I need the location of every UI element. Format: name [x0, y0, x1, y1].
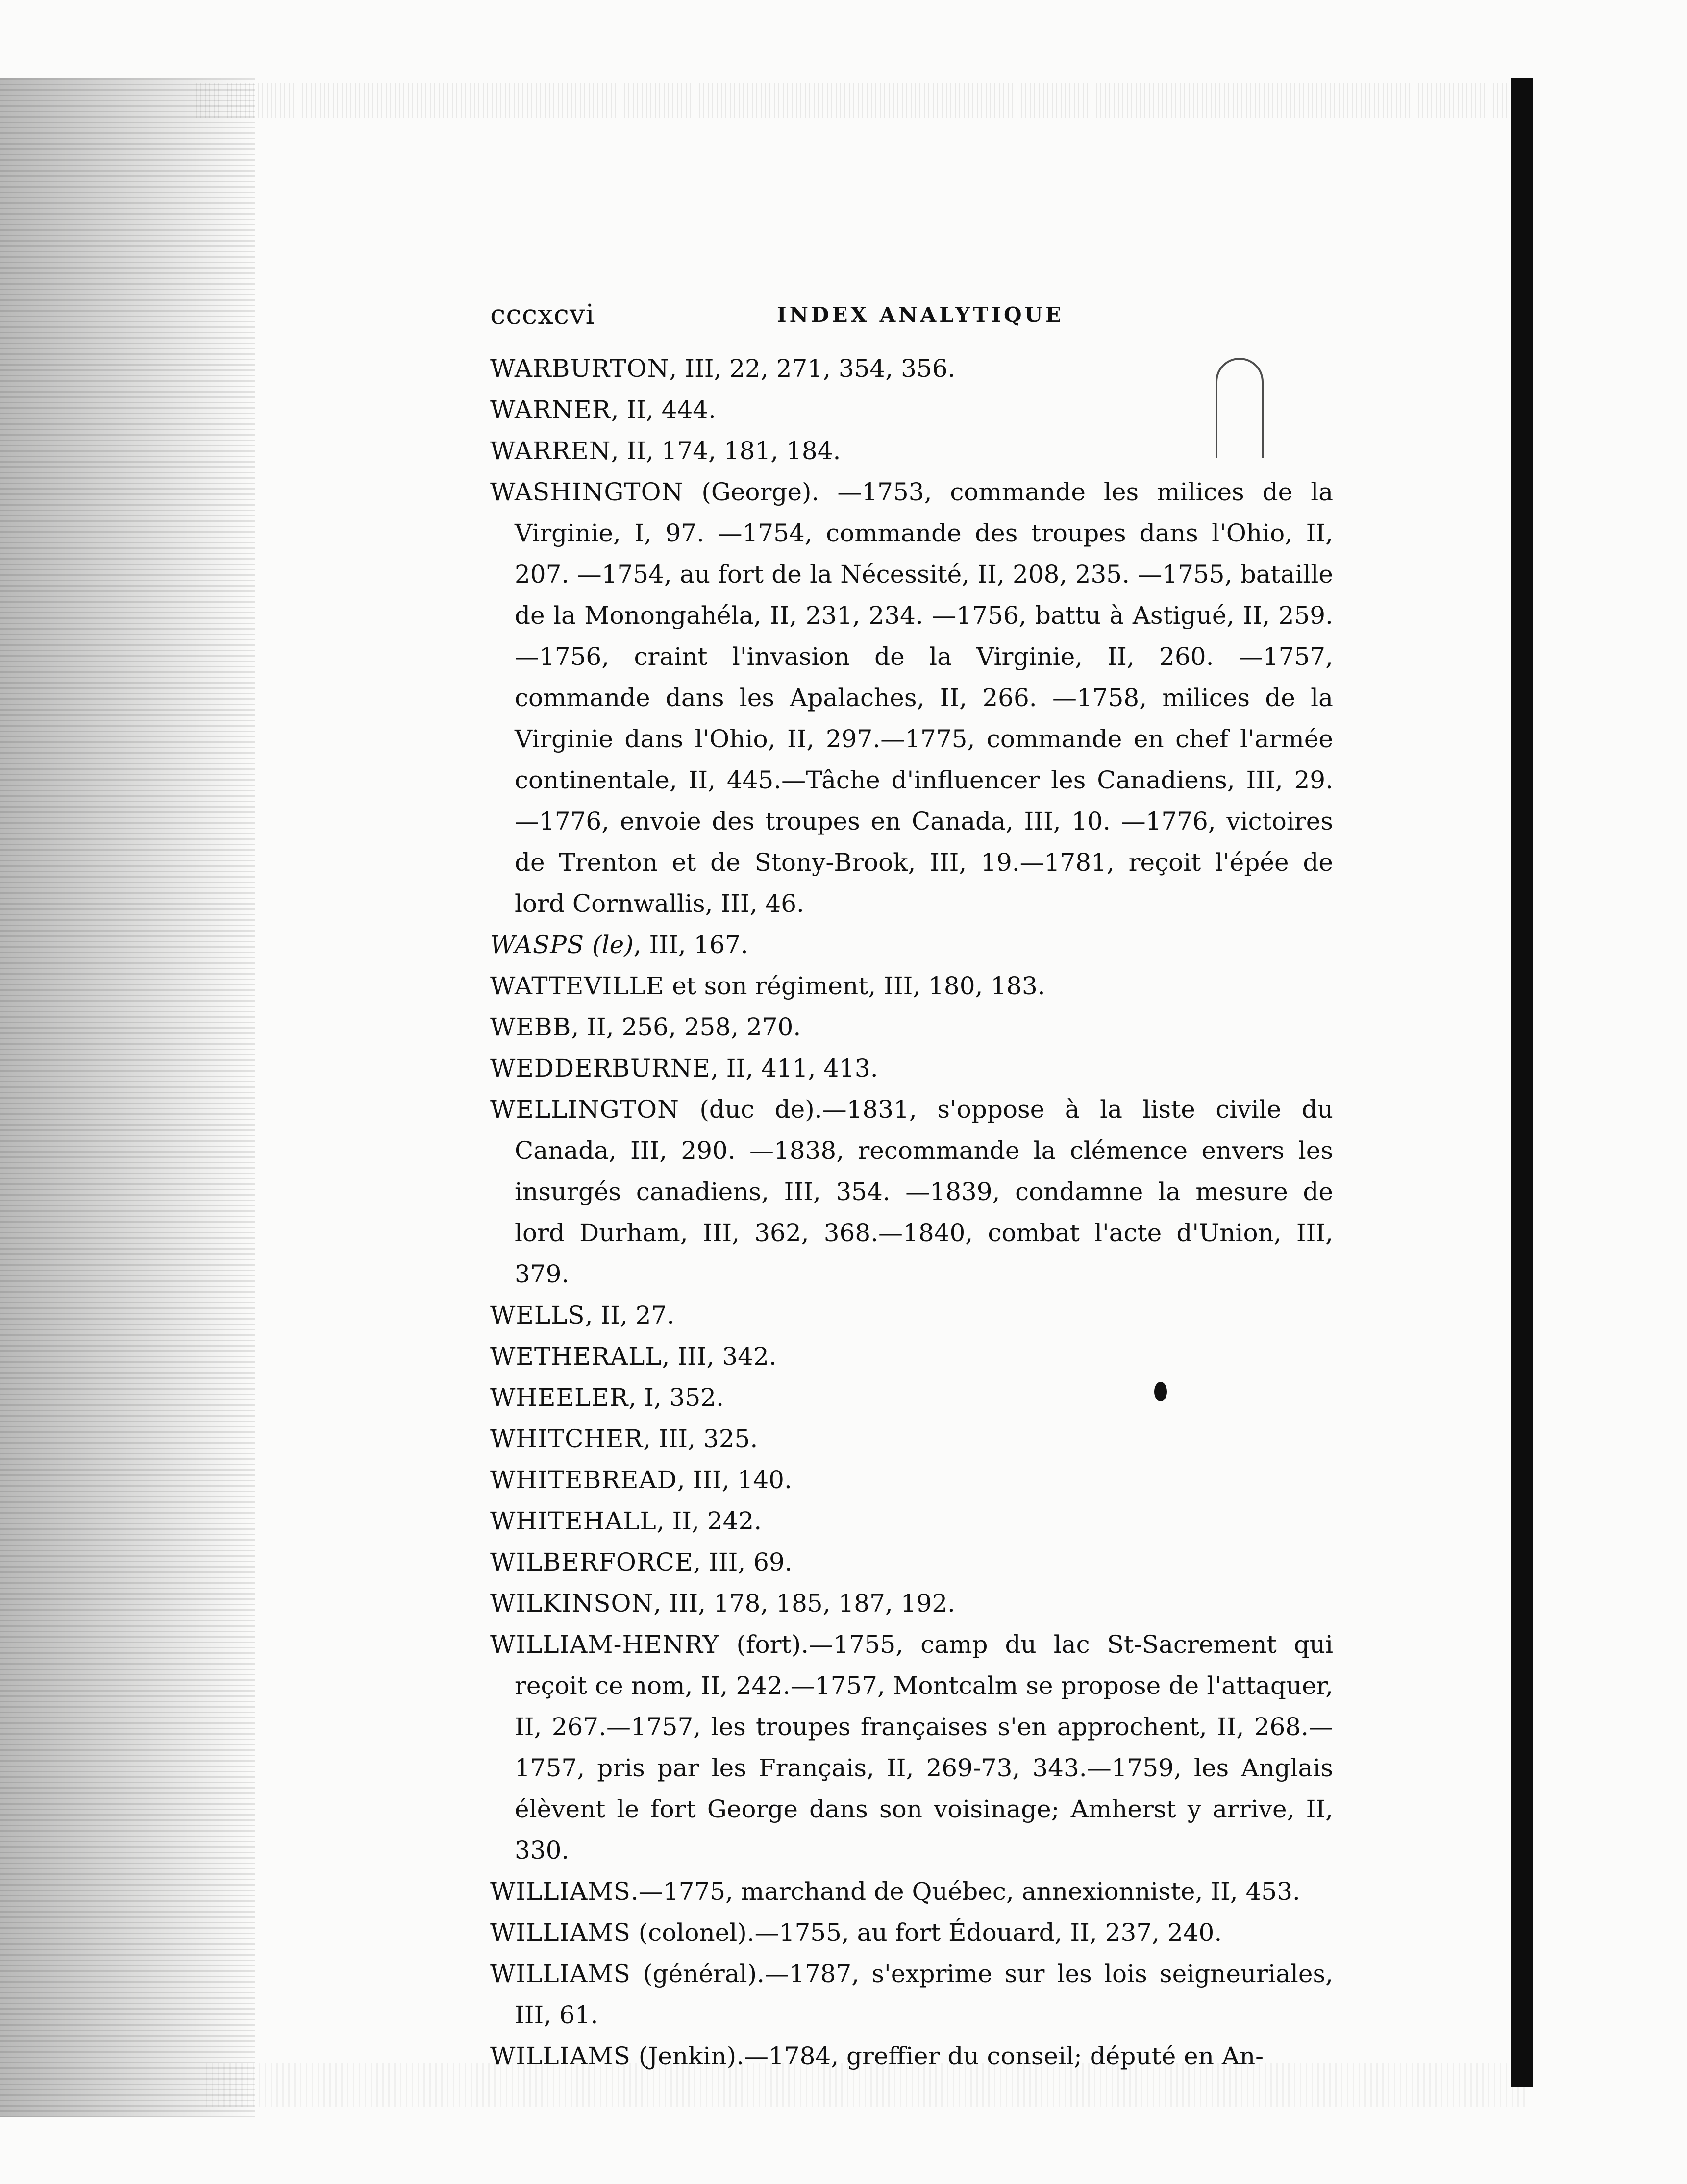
entry-text: .—1775, marchand de Québec, annexionniste, II, 453.	[630, 1877, 1300, 1906]
entry-head: WASPS	[490, 931, 585, 959]
index-entry	[490, 1336, 1333, 1377]
binding-edge	[1511, 78, 1533, 2087]
running-head: INDEX ANALYTIQUE	[777, 303, 1065, 327]
entry-text: (Jenkin).—1784, greffier du conseil; député en An-	[630, 2042, 1264, 2070]
page-number: cccxcvi	[490, 299, 595, 331]
entry-head: WHITEBREAD	[490, 1466, 677, 1494]
index-entry	[490, 348, 1333, 389]
index-entry	[490, 1048, 1333, 1089]
index-entry	[490, 1377, 1333, 1418]
entry-head: WILBERFORCE	[490, 1548, 694, 1576]
entry-head: WARNER	[490, 395, 611, 424]
entry-text: , II, 444.	[611, 395, 716, 424]
entry-head: WILLIAMS	[490, 1918, 631, 1947]
index-entry	[490, 1912, 1333, 1953]
index-entry	[490, 430, 1333, 471]
index-entry	[490, 1089, 1333, 1295]
entry-head: WILLIAMS	[490, 2042, 631, 2070]
page-header	[490, 299, 1372, 338]
entry-text: (fort).—1755, camp du lac St-Sacrement qui reçoit ce nom, II, 242.—1757, Montcalm se propose de l'attaquer, II, 267.—1757, les troupes françaises s'en approchent, II, 268.—1757, pris par les Français, II, 269-73, 343.—1759, les Anglais élèvent le fort George dans son voisinage; Amherst y arrive, II, 330.	[515, 1630, 1333, 1865]
entry-head: WELLINGTON	[490, 1095, 679, 1124]
index-entry	[490, 1418, 1333, 1459]
index-entry	[490, 2036, 1333, 2077]
entry-head: WEDDERBURNE	[490, 1054, 711, 1082]
entry-text: , II, 256, 258, 270.	[571, 1013, 801, 1041]
entry-text: , I, 352.	[628, 1383, 724, 1412]
entry-qualifier: (le)	[584, 931, 634, 959]
entry-text: , III, 140.	[677, 1466, 792, 1494]
index-entry	[490, 1500, 1333, 1542]
index-list	[490, 348, 1333, 2077]
entry-text: et son régiment, III, 180, 183.	[664, 972, 1045, 1000]
entry-head: WETHERALL	[490, 1342, 662, 1371]
entry-text: , II, 27.	[585, 1301, 675, 1329]
index-entry	[490, 471, 1333, 924]
entry-text: , II, 242.	[656, 1507, 762, 1535]
index-entry	[490, 965, 1333, 1006]
entry-head: WILKINSON	[490, 1589, 654, 1618]
index-entry	[490, 1542, 1333, 1583]
entry-text: (George). —1753, commande les milices de la Virginie, I, 97. —1754, commande des troupes dans l'Ohio, II, 207. —1754, au fort de la Nécessité, II, 208, 235. —1755, bataille de la Monongahéla, II, 231, 234. —1756, battu à Astigué, II, 259. —1756, craint l'invasion de la Virginie, II, 260. —1757, commande dans les Apalaches, II, 266. —1758, milices de la Virginie dans l'Ohio, II, 297.—1775, commande en chef l'armée continentale, II, 445.—Tâche d'influencer les Canadiens, III, 29.—1776, envoie des troupes en Canada, III, 10. —1776, victoires de Trenton et de Stony-Brook, III, 19.—1781, reçoit l'épée de lord Cornwallis, III, 46.	[515, 478, 1333, 918]
entry-head: WASHINGTON	[490, 478, 684, 506]
index-entry	[490, 1459, 1333, 1500]
entry-head: WATTEVILLE	[490, 972, 665, 1000]
scan-shadow-left	[0, 78, 255, 2117]
entry-text: , III, 22, 271, 354, 356.	[669, 354, 956, 383]
entry-text: , III, 69.	[693, 1548, 793, 1576]
index-entry	[490, 924, 1333, 965]
entry-text: , III, 178, 185, 187, 192.	[653, 1589, 956, 1618]
entry-text: , III, 167.	[633, 931, 748, 959]
scan-noise-top	[196, 83, 1519, 118]
entry-head: WILLIAMS	[490, 1960, 631, 1988]
index-entry	[490, 389, 1333, 430]
index-entry	[490, 1295, 1333, 1336]
entry-head: WEBB	[490, 1013, 571, 1041]
entry-text: , III, 342.	[662, 1342, 777, 1371]
entry-head: WELLS	[490, 1301, 585, 1329]
entry-head: WHEELER	[490, 1383, 629, 1412]
entry-head: WARBURTON	[490, 354, 670, 383]
index-entry	[490, 1953, 1333, 2036]
entry-text: (colonel).—1755, au fort Édouard, II, 237, 240.	[630, 1918, 1222, 1947]
entry-head: WHITCHER	[490, 1424, 644, 1453]
index-entry	[490, 1006, 1333, 1048]
index-entry	[490, 1871, 1333, 1912]
entry-head: WARREN	[490, 437, 611, 465]
index-entry	[490, 1583, 1333, 1624]
entry-text: , II, 411, 413.	[711, 1054, 878, 1082]
entry-text: (général).—1787, s'exprime sur les lois seigneuriales, III, 61.	[515, 1960, 1333, 2029]
entry-text: , II, 174, 181, 184.	[611, 437, 841, 465]
index-entry	[490, 1624, 1333, 1871]
entry-head: WILLIAMS	[490, 1877, 631, 1906]
entry-text: (duc de).—1831, s'oppose à la liste civile du Canada, III, 290. —1838, recommande la clémence envers les insurgés canadiens, III, 354. —1839, condamne la mesure de lord Durham, III, 362, 368.—1840, combat l'acte d'Union, III, 379.	[515, 1095, 1333, 1288]
entry-text: , III, 325.	[643, 1424, 758, 1453]
entry-head: WHITEHALL	[490, 1507, 657, 1535]
entry-head: WILLIAM-HENRY	[490, 1630, 719, 1659]
